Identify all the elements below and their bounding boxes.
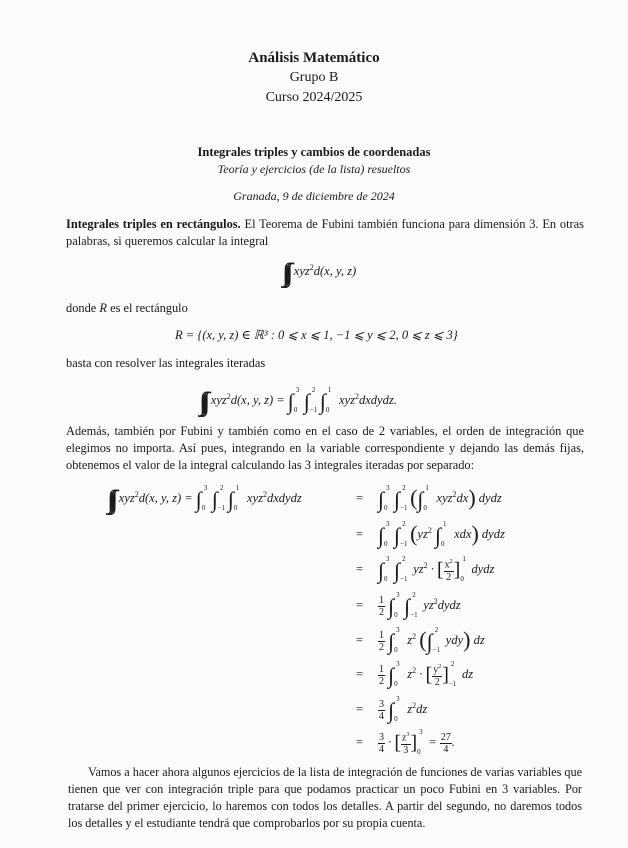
derivation-step-1: = ∫ 3 0 ∫ 2 −1 (∫ 1 0 xyz$^2$dx) dydz <box>356 484 502 512</box>
course-year: Curso 2024/2025 <box>265 90 363 105</box>
result-denominator: 4 <box>443 743 449 755</box>
section-heading: Integrales triples en rectángulos. <box>66 217 241 231</box>
derivation-step-2: = ∫ 3 0 ∫ 2 −1 ($yz^2$ ∫ 1 0 xdx) dydz <box>356 520 505 548</box>
topic-subtitle: Teoría y ejercicios (de la lista) resueltos <box>217 162 411 176</box>
group-label: Grupo B <box>289 70 339 85</box>
result-numerator: 27 <box>440 731 451 743</box>
course-title: Análisis Matemático <box>248 50 380 66</box>
region-equation: R = {(x, y, z) ∈ ℝ³ : 0 ⩽ x ⩽ 1, −1 ⩽ y ⩽ 2, 0 ⩽ z ⩽ 3} <box>175 328 458 342</box>
derivation-step-4: = $\frac{1}{2}$ ∫ 3 0 ∫ 2 −1 $yz^2dydz$ <box>356 591 461 619</box>
where-var: R <box>99 301 107 315</box>
derivation-step-6: = $\frac{1}{2}$ ∫ 3 0 $z^2$ · [ $\frac{y^2}{2}$ ] 2 −1 dz <box>356 660 474 688</box>
iterated-line: basta con resolver las integrales iteradas <box>66 356 266 370</box>
intro-paragraph <box>66 216 584 250</box>
derivation-step-3: = ∫ 3 0 ∫ 2 −1 $yz^2$ · [ $\frac{x^2}{2}$ ] 1 0 dydz <box>356 555 495 583</box>
derivation-lhs: $_R$ xyz$^2$d(x, y, z) = ∫ 3 0 ∫ 2 −1 ∫ 1 0 xyz$^2$dxdydz <box>111 484 302 512</box>
derivation-step-5: = $\frac{1}{2}$ ∫ 3 0 $z^2$ (∫ 2 −1 ydy) dz <box>356 626 485 654</box>
closing-paragraph: Vamos a hacer ahora algunos ejercicios de la lista de integración de funciones de varias variables que tienen que ver con integración triple para que podamos practicar un poco Fubini en 3 variables. Por tratarse del primer ejercicio, lo haremos con todos los detalles. A partir del segundo, no daremos todos los detalles y el estudiante tendrá que comprobarlos por su propia cuenta. <box>68 765 582 830</box>
iterated-integral-equation: $_R$ xyz$^2$d(x, y, z) = ∫ 3 0 ∫ 2 −1 ∫ 1 0 xyz$^2$dxdydz. <box>203 386 397 414</box>
where-text: donde <box>66 301 100 315</box>
derivation-step-8: = $\frac{3}{4}$ · [ $\frac{z^3}{3}$ ] 3 0 = $\frac{27}{4}$ . <box>356 728 455 756</box>
where-line <box>66 300 584 317</box>
where-rest: es el rectángulo <box>106 301 188 315</box>
derivation-step-7: = $\frac{3}{4}$ ∫ 3 0 $z^2dz$ <box>356 695 428 723</box>
date-line: Granada, 9 de diciembre de 2024 <box>233 189 395 203</box>
topic-title: Integrales triples y cambios de coordenadas <box>197 145 431 159</box>
intro-text: El Teorema de Fubini también funciona para dimensión 3. En otras palabras, si queremos calcular la integral <box>66 217 584 248</box>
fubini-paragraph: Además, también por Fubini y también como en el caso de 2 variables, el orden de integración que elegimos no importa. Así pues, integrando en la variable correspondiente y dejando las demás fijas, obtenemos el valor de la integral calculando las 3 integrales iteradas por separado: <box>66 424 584 472</box>
triple-integral-equation: $_R$ xyz$^2$d(x, y, z) <box>286 263 357 282</box>
